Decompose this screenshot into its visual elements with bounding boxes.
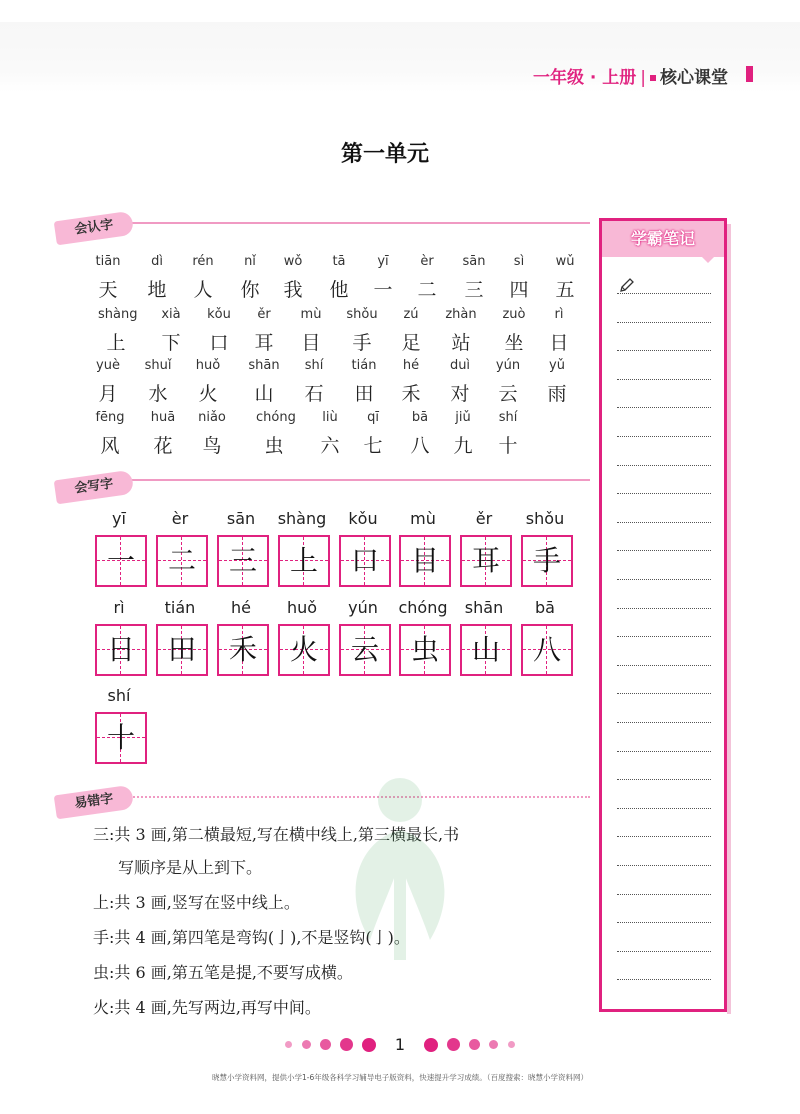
character-label: 十 — [106, 721, 135, 754]
pinyin-label: yún — [495, 358, 521, 373]
writing-grid-box — [278, 624, 330, 676]
pinyin-label: èr — [171, 509, 189, 528]
section-divider — [118, 222, 590, 224]
tag-write: 会写字 — [54, 470, 135, 505]
pinyin-label: sì — [513, 254, 525, 269]
recognize-char-item — [312, 410, 348, 458]
note-writing-line — [617, 550, 711, 551]
character-label: 四 — [509, 279, 529, 301]
character-label: 目 — [301, 332, 321, 354]
pinyin-label: zú — [403, 307, 419, 322]
character-label: 你 — [240, 279, 260, 301]
recognize-char-item — [140, 358, 176, 406]
dot-icon — [362, 1038, 376, 1052]
pinyin-label: hé — [231, 598, 251, 617]
pinyin-label: kǒu — [348, 509, 378, 528]
note-writing-line — [617, 779, 711, 780]
note-writing-line — [617, 951, 711, 952]
recognize-char-item — [190, 358, 226, 406]
pinyin-label: shuǐ — [144, 358, 172, 373]
pinyin-label: kǒu — [207, 307, 231, 322]
recognize-char-item — [346, 358, 382, 406]
recognize-char-item — [201, 307, 237, 355]
recognize-char-item — [194, 410, 230, 458]
pinyin-label: niǎo — [198, 410, 226, 425]
dot-icon — [489, 1040, 498, 1049]
notes-shadow — [727, 224, 731, 1014]
recognize-char-item — [547, 254, 583, 302]
dot-icon — [285, 1041, 292, 1048]
recognize-char-item — [232, 254, 268, 302]
note-writing-line — [617, 379, 711, 380]
character-label: 一 — [373, 279, 393, 301]
character-label: 花 — [153, 435, 173, 457]
recognize-char-item — [443, 307, 479, 355]
notes-panel — [599, 218, 727, 1012]
section-label: 核心课堂 — [660, 68, 728, 88]
writing-grid-box — [156, 535, 208, 587]
character-label: 上 — [289, 544, 318, 577]
pinyin-label: shí — [304, 358, 324, 373]
recognize-char-item — [321, 254, 357, 302]
note-writing-line — [617, 836, 711, 837]
pinyin-label: wǔ — [555, 254, 575, 269]
character-label: 口 — [350, 544, 379, 577]
character-label: 对 — [450, 383, 470, 405]
writing-grid-box — [460, 535, 512, 587]
character-label: 风 — [100, 435, 120, 457]
writing-grid-box — [399, 535, 451, 587]
character-label: 人 — [193, 279, 213, 301]
recognize-char-item — [275, 254, 311, 302]
pinyin-label: duì — [449, 358, 471, 373]
character-label: 二 — [417, 279, 437, 301]
recognize-char-item — [92, 410, 128, 458]
pinyin-label: mù — [300, 307, 322, 322]
page-number: 1 — [394, 1035, 406, 1054]
note-writing-line — [617, 293, 711, 294]
footer-text: 晓慧小学资料网，提供小学1-6年级各科学习辅导电子版资料，快速提升学习成绩。（百度搜索：晓慧小学资料网） — [212, 1073, 588, 1082]
pinyin-label: shàng — [98, 307, 138, 322]
pinyin-label: sān — [226, 509, 256, 528]
pinyin-label: nǐ — [244, 254, 256, 269]
error-note-line: 虫:共 6 画,第五笔是提,不要写成横。 — [93, 963, 353, 982]
character-label: 日 — [549, 332, 569, 354]
character-label: 下 — [161, 332, 181, 354]
writing-grid-box — [95, 624, 147, 676]
character-label: 鸟 — [202, 435, 222, 457]
pinyin-label: fēng — [95, 410, 125, 425]
note-writing-line — [617, 407, 711, 408]
character-label: 耳 — [254, 332, 274, 354]
pinyin-label: rén — [192, 254, 214, 269]
pinyin-label: bā — [411, 410, 429, 425]
pencil-icon — [619, 277, 635, 293]
pinyin-label: shí — [498, 410, 518, 425]
pinyin-label: tā — [332, 254, 346, 269]
character-label: 六 — [320, 435, 340, 457]
character-label: 虫 — [264, 435, 284, 457]
pinyin-label: èr — [420, 254, 434, 269]
pinyin-label: rì — [554, 307, 564, 322]
watermark-logo — [300, 770, 500, 1040]
dot-icon — [424, 1038, 438, 1052]
character-label: 八 — [532, 633, 561, 666]
pinyin-label: shǒu — [525, 509, 565, 528]
character-label: 田 — [167, 633, 196, 666]
error-note-line: 三:共 3 画,第二横最短,写在横中线上,第三横最长,书 — [93, 825, 460, 844]
recognize-char-item — [153, 307, 189, 355]
recognize-char-item — [490, 410, 526, 458]
note-writing-line — [617, 579, 711, 580]
character-label: 禾 — [401, 383, 421, 405]
error-note-line: 手:共 4 画,第四笔是弯钩(亅),不是竖钩(亅)。 — [93, 928, 410, 947]
note-writing-line — [617, 751, 711, 752]
pinyin-label: liù — [322, 410, 338, 425]
pinyin-label: yī — [377, 254, 389, 269]
character-label: 七 — [363, 435, 383, 457]
note-writing-line — [617, 722, 711, 723]
recognize-char-item — [185, 254, 221, 302]
writing-grid-box — [217, 624, 269, 676]
grade-label: 一年级 · 上册 — [532, 68, 637, 88]
error-note-line: 写顺序是从上到下。 — [118, 858, 263, 877]
recognize-char-item — [246, 358, 282, 406]
writing-grid-box — [217, 535, 269, 587]
character-label: 手 — [352, 332, 372, 354]
character-label: 天 — [98, 279, 118, 301]
note-writing-line — [617, 693, 711, 694]
pinyin-label: huā — [150, 410, 176, 425]
recognize-char-item — [456, 254, 492, 302]
note-writing-line — [617, 665, 711, 666]
recognize-char-item — [246, 307, 282, 355]
pinyin-label: xià — [161, 307, 181, 322]
character-label: 山 — [471, 633, 500, 666]
character-label: 虫 — [410, 633, 439, 666]
note-writing-line — [617, 436, 711, 437]
recognize-char-item — [90, 254, 126, 302]
note-writing-line — [617, 465, 711, 466]
recognize-char-item — [139, 254, 175, 302]
writing-grid-box — [460, 624, 512, 676]
pinyin-label: zhàn — [445, 307, 477, 322]
recognize-char-item — [409, 254, 445, 302]
character-label: 火 — [289, 633, 318, 666]
character-label: 雨 — [547, 383, 567, 405]
dot-icon — [340, 1038, 353, 1051]
pinyin-label: chóng — [256, 410, 296, 425]
recognize-char-item — [365, 254, 401, 302]
writing-grid-box — [399, 624, 451, 676]
recognize-char-item — [539, 358, 575, 406]
dot-icon — [302, 1040, 311, 1049]
pinyin-label: wǒ — [283, 254, 303, 269]
character-label: 八 — [410, 435, 430, 457]
writing-grid-box — [339, 535, 391, 587]
writing-grid-box — [521, 624, 573, 676]
pinyin-label: hé — [402, 358, 420, 373]
character-label: 耳 — [471, 544, 500, 577]
note-writing-line — [617, 322, 711, 323]
pinyin-label: shàng — [277, 509, 327, 528]
recognize-char-item — [402, 410, 438, 458]
character-label: 目 — [410, 544, 439, 577]
character-label: 水 — [148, 383, 168, 405]
recognize-char-item — [90, 358, 126, 406]
writing-grid-box — [521, 535, 573, 587]
page-title: 第一单元 — [340, 142, 429, 167]
recognize-char-item — [393, 307, 429, 355]
writing-grid-box — [156, 624, 208, 676]
character-label: 我 — [283, 279, 303, 301]
recognize-char-item — [296, 358, 332, 406]
recognize-char-item — [293, 307, 329, 355]
character-label: 石 — [304, 383, 324, 405]
note-writing-line — [617, 865, 711, 866]
note-writing-line — [617, 808, 711, 809]
pinyin-label: yǔ — [549, 358, 565, 373]
recognize-char-item — [501, 254, 537, 302]
character-label: 二 — [167, 544, 196, 577]
header-title — [533, 63, 728, 88]
pinyin-label: tián — [351, 358, 377, 373]
writing-grid-box — [278, 535, 330, 587]
pinyin-label: chóng — [398, 598, 448, 617]
character-label: 足 — [401, 332, 421, 354]
character-label: 火 — [198, 383, 218, 405]
recognize-char-item — [442, 358, 478, 406]
character-label: 口 — [209, 332, 229, 354]
section-divider — [118, 479, 590, 481]
recognize-char-item — [496, 307, 532, 355]
pinyin-label: yuè — [96, 358, 120, 373]
pinyin-label: yī — [112, 509, 126, 528]
pinyin-label: shān — [464, 598, 504, 617]
recognize-char-item — [344, 307, 380, 355]
dot-icon — [469, 1039, 480, 1050]
recognize-char-item — [98, 307, 138, 355]
pinyin-label: zuò — [502, 307, 526, 322]
character-label: 站 — [451, 332, 471, 354]
pinyin-label: bā — [535, 598, 555, 617]
note-writing-line — [617, 979, 711, 980]
pinyin-label: ěr — [475, 509, 493, 528]
character-label: 他 — [329, 279, 349, 301]
note-writing-line — [617, 350, 711, 351]
error-note-line: 上:共 3 画,竖写在竖中线上。 — [93, 893, 300, 912]
character-label: 山 — [254, 383, 274, 405]
character-label: 十 — [498, 435, 518, 457]
pinyin-label: huǒ — [286, 598, 318, 617]
character-label: 禾 — [228, 633, 257, 666]
character-label: 月 — [98, 383, 118, 405]
note-writing-line — [617, 636, 711, 637]
pinyin-label: tián — [164, 598, 196, 617]
character-label: 上 — [106, 332, 126, 354]
pinyin-label: ěr — [257, 307, 271, 322]
pinyin-label: shǒu — [346, 307, 378, 322]
recognize-char-item — [393, 358, 429, 406]
note-writing-line — [617, 894, 711, 895]
dot-icon — [508, 1041, 515, 1048]
character-label: 手 — [532, 544, 561, 577]
recognize-char-item — [490, 358, 526, 406]
character-label: 云 — [498, 383, 518, 405]
recognize-char-item — [445, 410, 481, 458]
note-writing-line — [617, 522, 711, 523]
note-writing-line — [617, 608, 711, 609]
pinyin-label: rì — [113, 598, 125, 617]
notes-title: 学霸笔记 — [602, 221, 724, 257]
recognize-char-item — [256, 410, 296, 458]
pinyin-label: shān — [248, 358, 280, 373]
square-icon — [650, 75, 656, 81]
note-writing-line — [617, 922, 711, 923]
character-label: 一 — [106, 544, 135, 577]
header-separator: | — [640, 68, 646, 88]
character-label: 坐 — [504, 332, 524, 354]
pinyin-label: huǒ — [195, 358, 221, 373]
recognize-char-item — [145, 410, 181, 458]
character-label: 云 — [350, 633, 379, 666]
character-label: 田 — [354, 383, 374, 405]
pinyin-label: jiǔ — [455, 410, 471, 425]
character-label: 日 — [106, 633, 135, 666]
tag-errors: 易错字 — [54, 785, 135, 820]
writing-grid-box — [339, 624, 391, 676]
pinyin-label: tiān — [95, 254, 121, 269]
tag-recognize: 会认字 — [54, 211, 135, 246]
recognize-char-item — [355, 410, 391, 458]
character-label: 三 — [464, 279, 484, 301]
pinyin-label: dì — [151, 254, 163, 269]
character-label: 九 — [453, 435, 473, 457]
character-label: 五 — [555, 279, 575, 301]
recognize-char-item — [541, 307, 577, 355]
character-label: 三 — [228, 544, 257, 577]
writing-grid-box — [95, 712, 147, 764]
character-label: 地 — [147, 279, 167, 301]
error-note-line: 火:共 4 画,先写两边,再写中间。 — [93, 998, 321, 1017]
pinyin-label: yún — [348, 598, 378, 617]
note-writing-line — [617, 493, 711, 494]
header-accent-block — [746, 66, 753, 82]
pinyin-label: qī — [367, 410, 379, 425]
pinyin-label: shí — [107, 686, 131, 705]
pinyin-label: sān — [462, 254, 486, 269]
page-number-bar — [0, 1034, 800, 1054]
dot-icon — [447, 1038, 460, 1051]
pinyin-label: mù — [410, 509, 436, 528]
dot-icon — [320, 1039, 331, 1050]
writing-grid-box — [95, 535, 147, 587]
